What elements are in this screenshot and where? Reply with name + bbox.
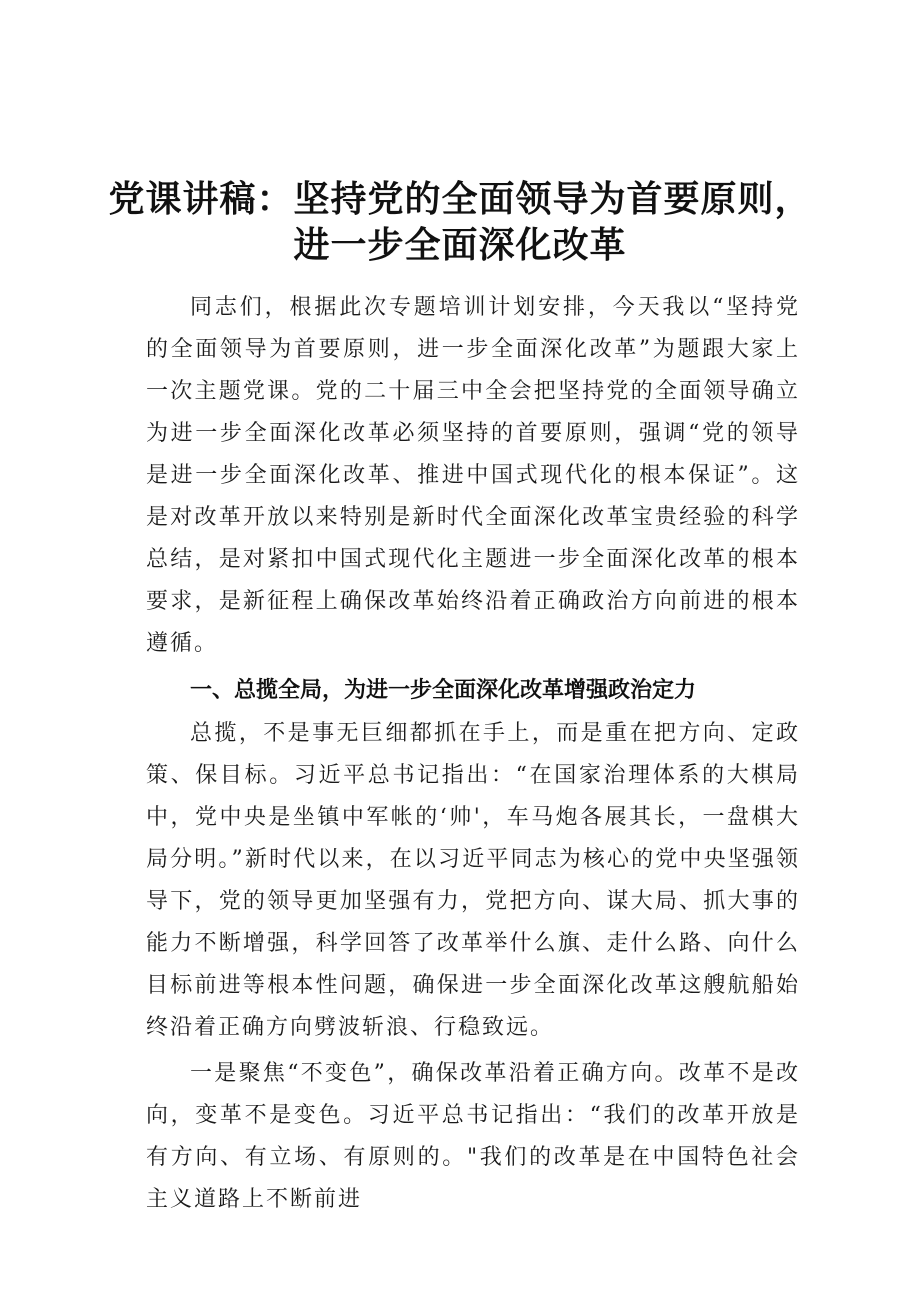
section-1-heading: 一、总揽全局，为进一步全面深化改革增强政治定力: [190, 678, 697, 703]
document-body: [146, 287, 800, 1221]
title-line-2: 进一步全面深化改革: [293, 224, 627, 267]
section-1-paragraph-2: 一是聚焦“不变色”，确保改革沿着正确方向。改革不是改向，变革不是变色。习近平总书记指出：“我们的改革开放是有方向、有立场、有原则的。"我们的改革是在中国特色社会主义道路上不断前进: [146, 1061, 800, 1212]
title-line-1: 党课讲稿：坚持党的全面领导为首要原则，: [108, 178, 812, 221]
intro-paragraph: 同志们，根据此次专题培训计划安排，今天我以“坚持党的全面领导为首要原则，进一步全面深化改革”为题跟大家上一次主题党课。党的二十届三中全会把坚持党的全面领导确立为进一步全面深化改革必须坚持的首要原则，强调“党的领导是进一步全面深化改革、推进中国式现代化的根本保证”。这是对改革开放以来特别是新时代全面深化改革宝贵经验的科学总结，是对紧扣中国式现代化主题进一步全面深化改革的根本要求，是新征程上确保改革始终沿着正确政治方向前进的根本遵循。: [146, 295, 800, 656]
section-1-paragraph-1: 总揽，不是事无巨细都抓在手上，而是重在把方向、定政策、保目标。习近平总书记指出：“在国家治理体系的大棋局中，党中央是坐镇中军帐的‘帅'，车马炮各展其长，一盘棋大局分明。”新时代以来，在以习近平同志为核心的党中央坚强领导下，党的领导更加坚强有力，党把方向、谋大局、抓大事的能力不断增强，科学回答了改革举什么旗、走什么路、向什么目标前进等根本性问题，确保进一步全面深化改革这艘航船始终沿着正确方向劈波斩浪、行稳致远。: [146, 721, 800, 1040]
page-title: [100, 176, 820, 268]
